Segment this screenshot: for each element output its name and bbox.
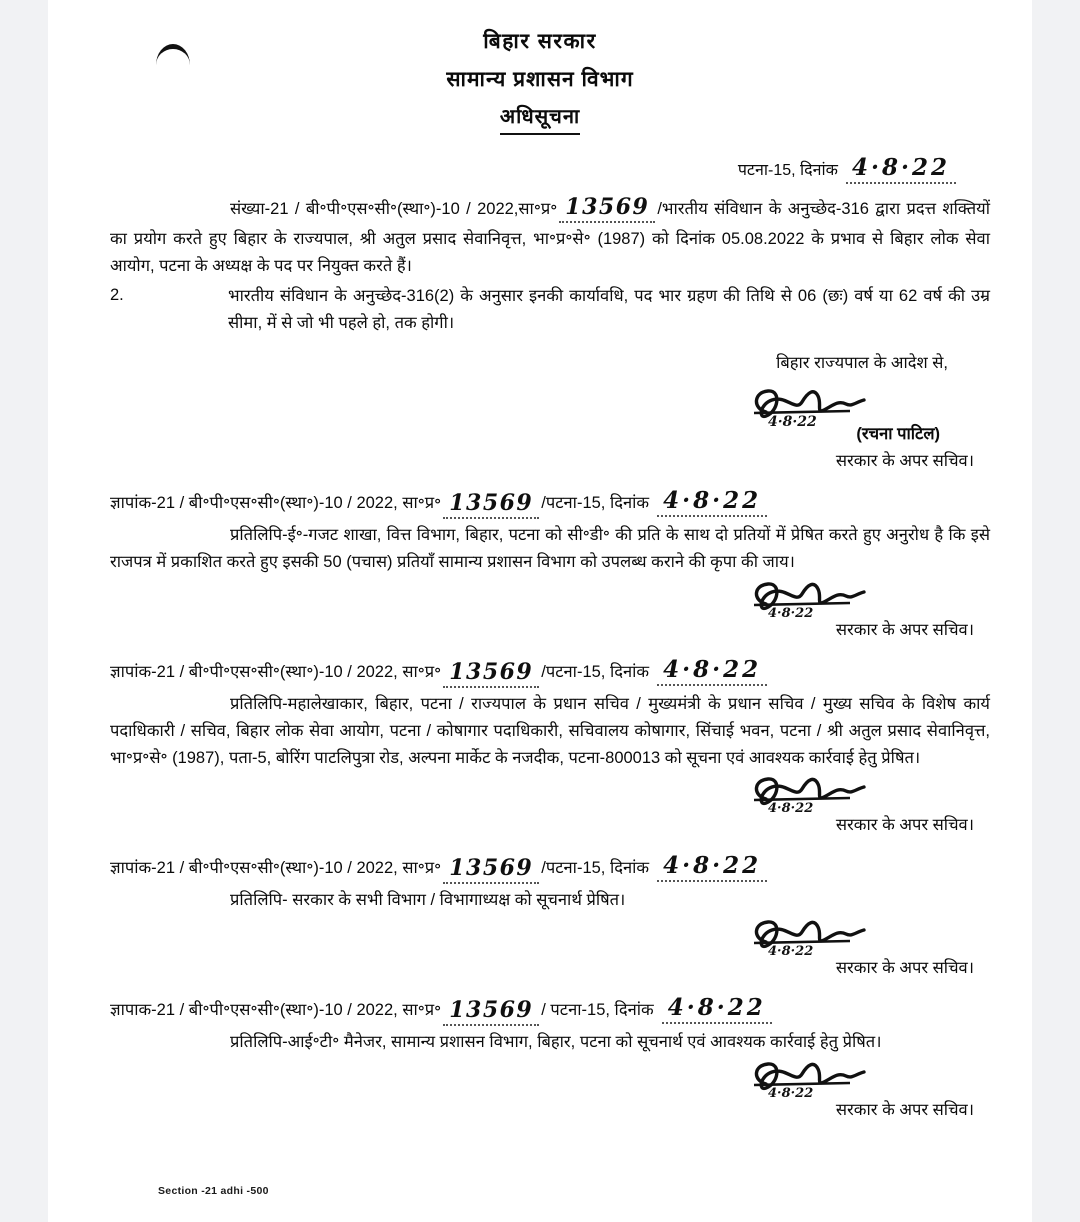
memo-prefix: ज्ञापांक-21 / बी॰पी॰एस॰सी॰(स्था॰)-10 / 2022, सा॰प्र॰ <box>110 493 442 512</box>
memo-signatory-designation: सरकार के अपर सचिव। <box>835 816 974 835</box>
memo-body-text: प्रतिलिपि- सरकार के सभी विभाग / विभागाध्यक्ष को सूचनार्थ प्रेषित। <box>230 890 626 909</box>
order-paragraph <box>110 190 990 279</box>
memo-date: 4·8·22 <box>662 994 772 1024</box>
memo-number: 13569 <box>443 855 539 884</box>
memo-number: 13569 <box>443 490 539 519</box>
signature-mark <box>48 1056 974 1100</box>
memo-body-text: प्रतिलिपि-आई॰टी॰ मैनेजर, सामान्य प्रशासन विभाग, बिहार, पटना को सूचनार्थ एवं आवश्यक कार्रवाई हेतु प्रेषित। <box>230 1033 882 1052</box>
memo-signature-2 <box>48 771 1032 838</box>
signatory-designation: सरकार के अपर सचिव। <box>835 451 974 470</box>
clause-body: भारतीय संविधान के अनुच्छेद-316(2) के अनुसार इनकी कार्यावधि, पद भार ग्रहण की तिथि से 06 (छः) वर्ष या 62 वर्ष की उम्र सीमा, में से जो भी पहले हो, तक होगी। <box>228 287 990 332</box>
issue-date-handwritten: 4·8·22 <box>846 154 956 184</box>
memo-middle: /पटना-15, दिनांक <box>541 662 650 681</box>
government-title: बिहार सरकार <box>483 30 597 53</box>
document-page <box>48 0 1032 1222</box>
notification-title: अधिसूचना <box>500 102 580 135</box>
primary-signature-block <box>48 382 1032 474</box>
clause-number: 2. <box>110 286 124 305</box>
by-order-line: बिहार राज्यपाल के आदेश से, <box>776 353 948 372</box>
memo-line-2 <box>110 653 990 689</box>
memo-prefix: ज्ञापांक-21 / बी॰पी॰एस॰सी॰(स्था॰)-10 / 2022, सा॰प्र॰ <box>110 858 442 877</box>
place-date-line <box>48 151 1032 186</box>
order-clause-2 <box>110 283 990 336</box>
memo-signatory-designation: सरकार के अपर सचिव। <box>835 1100 974 1119</box>
svg-text:4·8·22: 4·8·22 <box>768 1085 814 1098</box>
place-label: पटना-15, दिनांक <box>737 162 838 180</box>
svg-text:4·8·22: 4·8·22 <box>768 801 814 814</box>
department-title: सामान्य प्रशासन विभाग <box>446 67 634 91</box>
order-memo-suffix: /भारतीय संविधान <box>657 200 763 219</box>
order-memo-number: 13569 <box>559 194 655 223</box>
signatory-name: (रचना पाटिल) <box>856 424 940 443</box>
document-content <box>48 0 1032 1222</box>
signature-mark <box>48 771 974 815</box>
memo-body-4 <box>110 1029 990 1056</box>
memo-date: 4·8·22 <box>657 852 767 882</box>
memo-signature-4 <box>48 1056 1032 1123</box>
memo-body-3 <box>110 887 990 914</box>
memo-signature-3 <box>48 914 1032 981</box>
document-header <box>48 0 1032 135</box>
memo-line-1 <box>110 484 990 520</box>
svg-text:4·8·22: 4·8·22 <box>768 413 817 428</box>
svg-text:4·8·22: 4·8·22 <box>768 605 814 618</box>
order-memo-prefix: संख्या-21 / बी॰पी॰एस॰सी॰(स्था॰)-10 / 2022,सा॰प्र॰ <box>230 200 558 219</box>
memo-body-2 <box>110 691 990 771</box>
memo-body-1 <box>110 522 990 575</box>
memo-section-3 <box>48 849 1032 914</box>
signature-mark <box>48 914 974 958</box>
memo-middle: /पटना-15, दिनांक <box>541 493 650 512</box>
memo-line-4 <box>110 991 990 1027</box>
order-body-text: के अनुच्छेद-316 द्वारा प्रदत्त शक्तियों का प्रयोग करते हुए बिहार के राज्यपाल, श्री अतुल प्रसाद सेवानिवृत्त, भा॰प्र॰से॰ (1987) को दिनांक 05.08.2022 के प्रभाव से बिहार लोक सेवा आयोग, पटना के अध्यक्ष के पद पर नियुक्त करते हैं। <box>110 200 990 275</box>
memo-section-1 <box>48 484 1032 576</box>
memo-body-text: प्रतिलिपि-ई॰-गजट शाखा, वित्त विभाग, बिहार, पटना को सी॰डी॰ की प्रति के साथ दो प्रतियों में प्रेषित करते हुए अनुरोध है कि इसे राजपत्र में प्रकाशित करते हुए इसकी 50 (पचास) प्रतियाँ सामान्य प्रशासन विभाग को उपलब्ध कराने की कृपा की जाय। <box>110 526 990 572</box>
memo-prefix: ज्ञापांक-21 / बी॰पी॰एस॰सी॰(स्था॰)-10 / 2022, सा॰प्र॰ <box>110 662 442 681</box>
memo-body-text: प्रतिलिपि-महालेखाकार, बिहार, पटना / राज्यपाल के प्रधान सचिव / मुख्यमंत्री के प्रधान सचिव / मुख्य सचिव के विशेष कार्य पदाधिकारी / सचिव, बिहार लोक सेवा आयोग, पटना / कोषागार पदाधिकारी, सचिवालय कोषागार, सिंचाई भवन, पटना / श्री अतुल प्रसाद सेवानिवृत्त, भा॰प्र॰से॰ (1987), पता-5, बोरिंग पाटलिपुत्रा रोड, अल्पना मार्केट के नजदीक, पटना-800013 को सूचना एवं आवश्यक कार्रवाई हेतु प्रेषित। <box>110 695 990 767</box>
memo-number: 13569 <box>443 659 539 688</box>
memo-line-3 <box>110 849 990 885</box>
memo-date: 4·8·22 <box>657 656 767 686</box>
memo-signatory-designation: सरकार के अपर सचिव। <box>835 958 974 977</box>
signature-mark <box>48 382 974 426</box>
memo-section-4 <box>48 991 1032 1056</box>
svg-text:4·8·22: 4·8·22 <box>768 943 814 956</box>
order-body <box>48 190 1032 337</box>
memo-section-2 <box>48 653 1032 772</box>
memo-middle: / पटना-15, दिनांक <box>541 1000 654 1019</box>
memo-middle: /पटना-15, दिनांक <box>541 858 650 877</box>
memo-signatory-designation: सरकार के अपर सचिव। <box>835 620 974 639</box>
footer-section-note: Section -21 adhi -500 <box>158 1185 269 1198</box>
memo-signature-1 <box>48 576 1032 643</box>
memo-number: 13569 <box>443 997 539 1026</box>
signature-mark <box>48 576 974 620</box>
memo-date: 4·8·22 <box>657 487 767 517</box>
memo-prefix: ज्ञापाक-21 / बी॰पी॰एस॰सी॰(स्था॰)-10 / 2022, सा॰प्र॰ <box>110 1000 442 1019</box>
